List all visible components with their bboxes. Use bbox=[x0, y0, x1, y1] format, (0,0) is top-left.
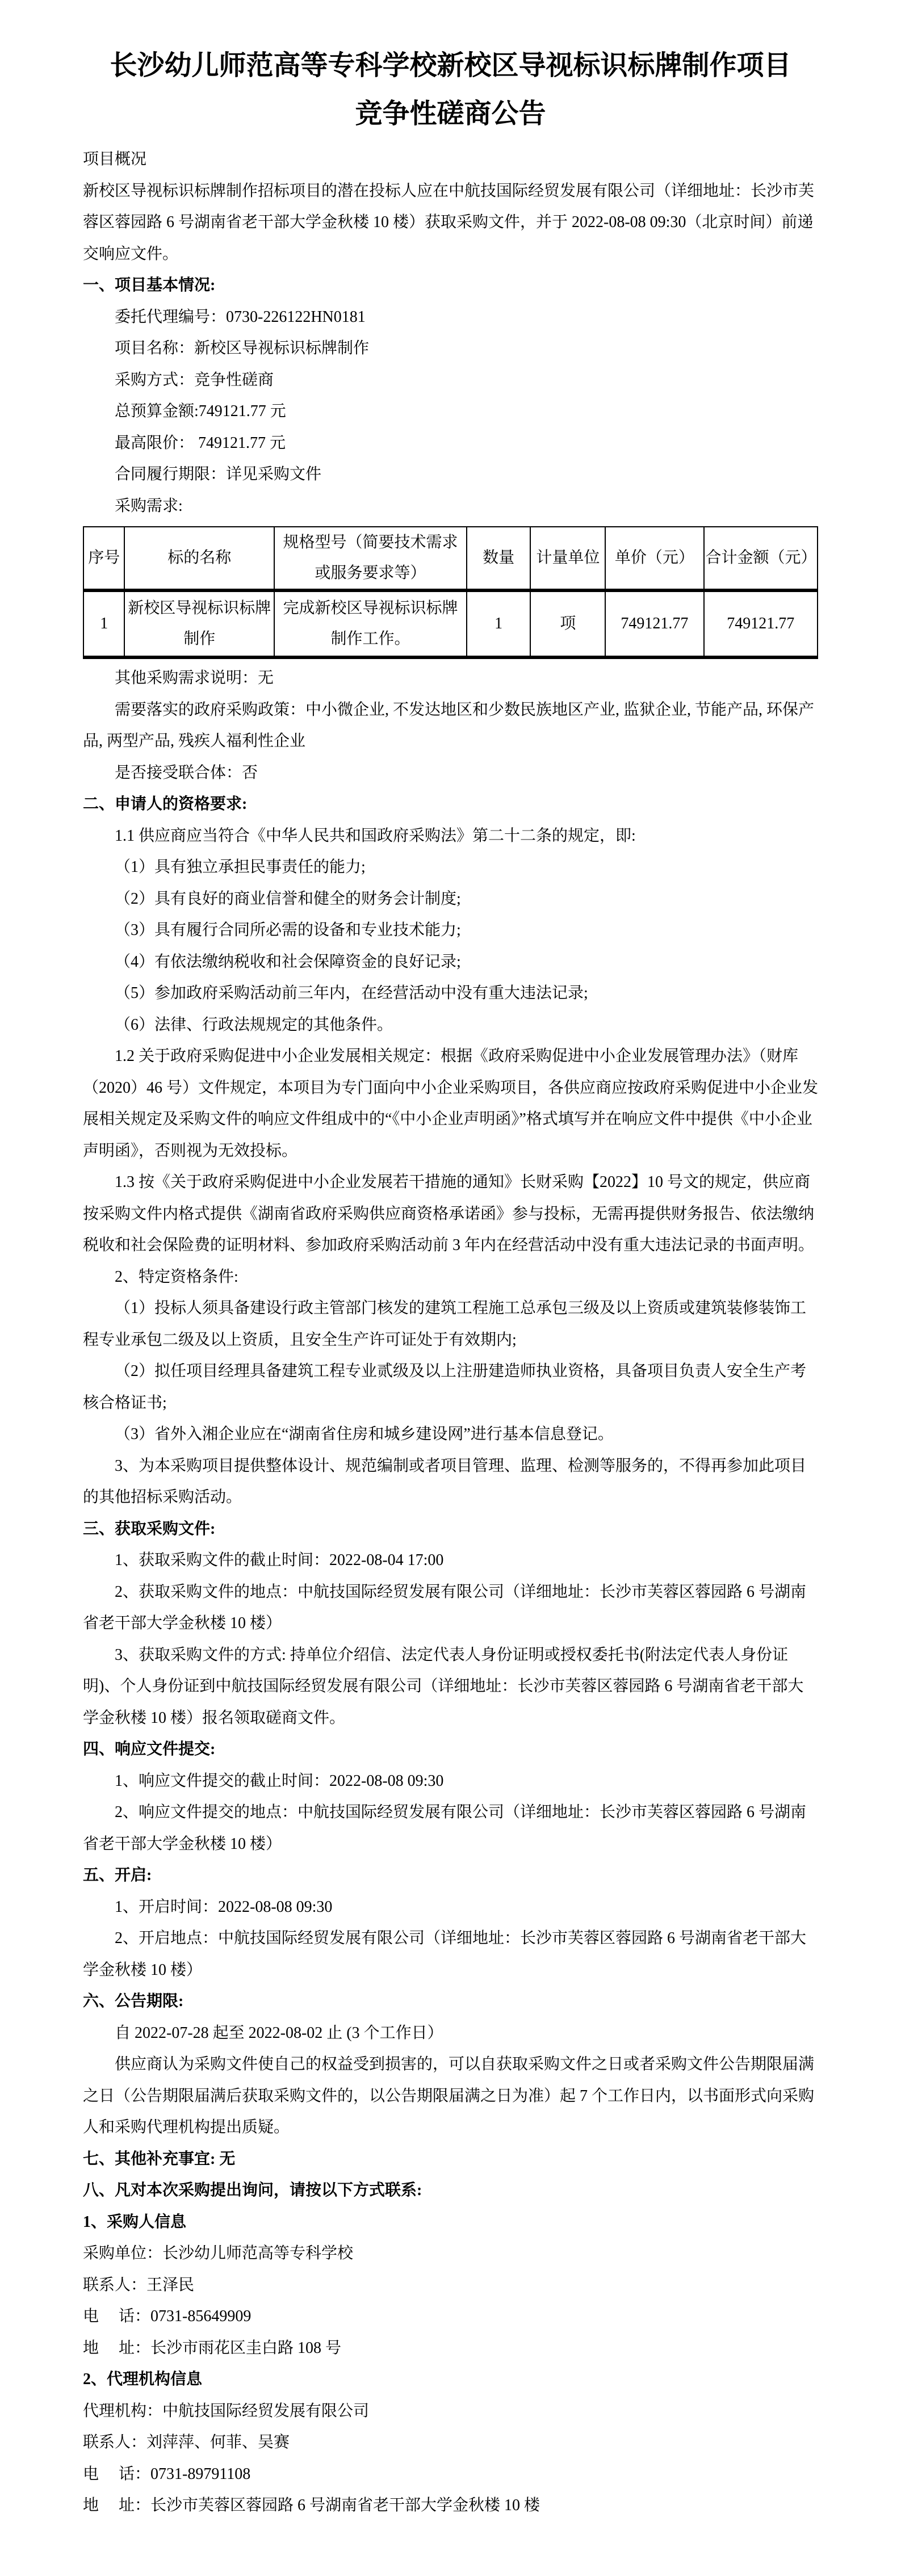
qualification-specific-heading: 2、特定资格条件: bbox=[115, 1268, 238, 1286]
title-line-2: 竞争性磋商公告 bbox=[355, 99, 546, 129]
cell-subject-name: 新校区导视标识标牌制作 bbox=[124, 590, 274, 657]
col-header-subject-name: 标的名称 bbox=[124, 527, 274, 590]
agency-info-heading: 2、代理机构信息 bbox=[83, 2371, 203, 2388]
col-header-total-amount: 合计金额（元） bbox=[704, 527, 818, 590]
col-header-unit-price: 单价（元） bbox=[605, 527, 703, 590]
demand-note-policy: 需要落实的政府采购政策：中小微企业, 不发达地区和少数民族地区产业, 监狱企业, 节能产品, 环保产品, 两型产品, 残疾人福利性企业 bbox=[83, 700, 815, 750]
basic-info-max-price: 最高限价： 749121.77 元 bbox=[115, 434, 286, 452]
col-header-index: 序号 bbox=[83, 527, 124, 590]
section-announcement-heading: 六、公告期限: bbox=[83, 1992, 184, 2010]
purchaser-contact-person: 联系人：王泽民 bbox=[83, 2276, 195, 2294]
section-contact-heading: 八、凡对本次采购提出询问，请按以下方式联系: bbox=[83, 2181, 422, 2199]
col-header-spec: 规格型号（简要技术需求或服务要求等） bbox=[274, 527, 467, 590]
opening-time: 1、开启时间：2022-08-08 09:30 bbox=[115, 1898, 333, 1916]
demand-note-consortium: 是否接受联合体：否 bbox=[115, 763, 258, 782]
purchaser-unit: 采购单位：长沙幼儿师范高等专科学校 bbox=[83, 2244, 354, 2262]
col-header-unit: 计量单位 bbox=[530, 527, 605, 590]
agency-phone: 电 话：0731-89791108 bbox=[83, 2465, 251, 2483]
table-row bbox=[83, 590, 818, 657]
purchaser-address: 地 址：长沙市雨花区圭白路 108 号 bbox=[83, 2339, 342, 2357]
submit-deadline: 1、响应文件提交的截止时间：2022-08-08 09:30 bbox=[115, 1772, 444, 1790]
purchaser-phone: 电 话：0731-85649909 bbox=[83, 2308, 252, 2325]
cell-total-amount: 749121.77 bbox=[704, 590, 818, 657]
section-opening-heading: 五、开启: bbox=[83, 1866, 152, 1884]
project-overview-paragraph: 新校区导视标识标牌制作招标项目的潜在投标人应在中航技国际经贸发展有限公司（详细地址：长沙市芙蓉区蓉园路 6 号湖南省老干部大学金秋楼 10 楼）获取采购文件，并于 2022-08-08 09:30（北京时间）前递交响应文件。 bbox=[83, 182, 815, 263]
qualification-item-6: （6）法律、行政法规规定的其他条件。 bbox=[115, 1016, 393, 1034]
section-submit-heading: 四、响应文件提交: bbox=[83, 1740, 216, 1758]
qualification-item-2: （2）具有良好的商业信誉和健全的财务会计制度; bbox=[115, 890, 461, 908]
qualification-item-1: （1）具有独立承担民事责任的能力; bbox=[115, 858, 366, 876]
section-basic-info-heading: 一、项目基本情况: bbox=[83, 276, 216, 294]
announcement-query-note: 供应商认为采购文件使自己的权益受到损害的，可以自获取采购文件之日或者采购文件公告期限届满之日（公告期限届满后获取采购文件的，以公告期限届满之日为准）起 7 个工作日内，以书面形式向采购人和采购代理机构提出质疑。 bbox=[83, 2055, 815, 2136]
obtain-method: 3、获取采购文件的方式: 持单位介绍信、法定代表人身份证明或授权委托书(附法定代表人身份证明)、个人身份证到中航技国际经贸发展有限公司（详细地址：长沙市芙蓉区蓉园路 6 号湖南省老干部大学金秋楼 10 楼）报名领取磋商文件。 bbox=[83, 1646, 804, 1727]
qualification-item-3: （3）具有履行合同所必需的设备和专业技术能力; bbox=[115, 921, 461, 939]
qualification-sme-notice: 1.3 按《关于政府采购促进中小企业发展若干措施的通知》长财采购【2022】10 号文的规定，供应商按采购文件内格式提供《湖南省政府采购供应商资格承诺函》参与投标，无需再提供财务报告、依法缴纳税收和社会保险费的证明材料、参加政府采购活动前 3 年内在经营活动中没有重大违法记录的书面声明。 bbox=[83, 1173, 815, 1254]
agency-address: 地 址：长沙市芙蓉区蓉园路 6 号湖南省老干部大学金秋楼 10 楼 bbox=[83, 2497, 540, 2514]
col-header-quantity: 数量 bbox=[467, 527, 530, 590]
section-obtain-heading: 三、获取采购文件: bbox=[83, 1520, 216, 1538]
basic-info-procure-method: 采购方式：竞争性磋商 bbox=[115, 371, 274, 389]
section-supplement-heading: 七、其他补充事宜: 无 bbox=[83, 2150, 236, 2168]
cell-quantity: 1 bbox=[467, 590, 530, 657]
purchaser-info-heading: 1、采购人信息 bbox=[83, 2213, 187, 2231]
project-overview-label: 项目概况 bbox=[83, 150, 147, 168]
section-qualification-heading: 二、申请人的资格要求: bbox=[83, 795, 248, 813]
basic-info-contract-term: 合同履行期限：详见采购文件 bbox=[115, 465, 322, 483]
submit-location: 2、响应文件提交的地点：中航技国际经贸发展有限公司（详细地址：长沙市芙蓉区蓉园路 6 号湖南省老干部大学金秋楼 10 楼） bbox=[83, 1803, 807, 1853]
cell-index: 1 bbox=[83, 590, 124, 657]
basic-info-project-name: 项目名称：新校区导视标识标牌制作 bbox=[115, 339, 370, 357]
cell-unit-price: 749121.77 bbox=[605, 590, 703, 657]
procurement-demand-table bbox=[83, 526, 818, 659]
cell-spec: 完成新校区导视标识标牌制作工作。 bbox=[274, 590, 467, 657]
title-line-1: 长沙幼儿师范高等专科学校新校区导视标识标牌制作项目 bbox=[110, 51, 791, 81]
table-header-row bbox=[83, 527, 818, 590]
announcement-period: 自 2022-07-28 起至 2022-08-02 止 (3 个工作日） bbox=[115, 2024, 443, 2042]
basic-info-agent-number: 委托代理编号：0730-226122HN0181 bbox=[115, 308, 366, 326]
basic-info-total-budget: 总预算金额:749121.77 元 bbox=[115, 402, 286, 420]
obtain-location: 2、获取采购文件的地点：中航技国际经贸发展有限公司（详细地址：长沙市芙蓉区蓉园路 6 号湖南省老干部大学金秋楼 10 楼） bbox=[83, 1583, 807, 1632]
qualification-item-5: （5）参加政府采购活动前三年内，在经营活动中没有重大违法记录; bbox=[115, 984, 588, 1002]
qualification-sme-rule: 1.2 关于政府采购促进中小企业发展相关规定：根据《政府采购促进中小企业发展管理办法》（财库（2020）46 号）文件规定，本项目为专门面向中小企业采购项目，各供应商应按政府采购促进中小企业发展相关规定及采购文件的响应文件组成中的“《中小企业声明函》”格式填写并在响应文件中提供《中小企业声明函》，否则视为无效投标。 bbox=[83, 1047, 819, 1160]
obtain-deadline: 1、获取采购文件的截止时间：2022-08-04 17:00 bbox=[115, 1551, 444, 1569]
agency-contact-person: 联系人：刘萍萍、何菲、吴赛 bbox=[83, 2434, 290, 2451]
qualification-specific-item-1: （1）投标人须具备建设行政主管部门核发的建筑工程施工总承包三级及以上资质或建筑装修装饰工程专业承包二级及以上资质，且安全生产许可证处于有效期内; bbox=[83, 1299, 807, 1349]
agency-unit: 代理机构：中航技国际经贸发展有限公司 bbox=[83, 2402, 370, 2420]
qualification-conflict-rule: 3、为本采购项目提供整体设计、规范编制或者项目管理、监理、检测等服务的，不得再参加此项目的其他招标采购活动。 bbox=[83, 1457, 807, 1506]
qualification-item-4: （4）有依法缴纳税收和社会保障资金的良好记录; bbox=[115, 953, 461, 971]
qualification-specific-item-2: （2）拟任项目经理具备建筑工程专业贰级及以上注册建造师执业资格，具备项目负责人安全生产考核合格证书; bbox=[83, 1362, 807, 1412]
cell-unit: 项 bbox=[530, 590, 605, 657]
opening-location: 2、开启地点：中航技国际经贸发展有限公司（详细地址：长沙市芙蓉区蓉园路 6 号湖南省老干部大学金秋楼 10 楼） bbox=[83, 1929, 807, 1979]
qualification-specific-item-3: （3）省外入湘企业应在“湖南省住房和城乡建设网”进行基本信息登记。 bbox=[115, 1425, 614, 1443]
basic-info-demand-label: 采购需求: bbox=[115, 497, 183, 515]
demand-note-other: 其他采购需求说明：无 bbox=[115, 669, 274, 687]
qualification-intro: 1.1 供应商应当符合《中华人民共和国政府采购法》第二十二条的规定，即: bbox=[115, 826, 636, 845]
document-title bbox=[83, 41, 818, 138]
